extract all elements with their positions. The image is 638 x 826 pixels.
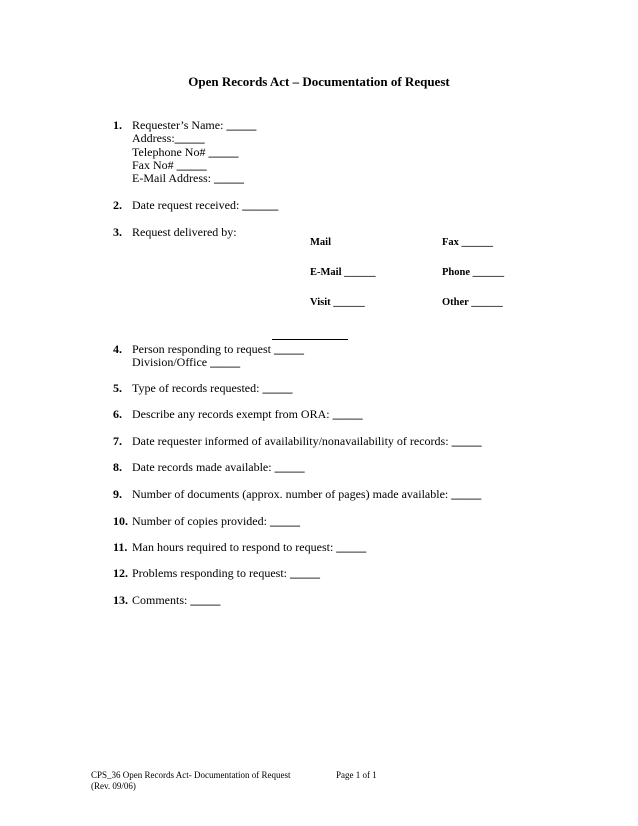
fax-row[interactable]: Fax No# _____ bbox=[132, 157, 207, 172]
delivery-other[interactable]: Other ______ bbox=[442, 297, 503, 308]
signature-line bbox=[272, 339, 348, 340]
footer-revision: (Rev. 09/06) bbox=[91, 781, 136, 791]
delivery-phone[interactable]: Phone ______ bbox=[442, 267, 505, 278]
item-number: 2. bbox=[113, 198, 122, 212]
delivery-fax[interactable]: Fax ______ bbox=[442, 237, 494, 248]
email-row[interactable]: E-Mail Address: _____ bbox=[132, 171, 244, 186]
item-number: 7. bbox=[113, 434, 122, 448]
item-number: 10. bbox=[113, 514, 128, 528]
item-number: 8. bbox=[113, 460, 122, 474]
item-number: 6. bbox=[113, 407, 122, 421]
requester-name-row[interactable]: Requester’s Name: _____ bbox=[132, 118, 257, 132]
division-office-row[interactable]: Division/Office _____ bbox=[132, 355, 241, 370]
telephone-row[interactable]: Telephone No# _____ bbox=[132, 144, 239, 159]
person-responding-row[interactable]: Person responding to request _____ bbox=[132, 342, 304, 356]
item-number: 1. bbox=[113, 118, 122, 132]
item-number: 12. bbox=[113, 566, 128, 580]
item-number: 13. bbox=[113, 593, 128, 607]
page-title: Open Records Act – Documentation of Request bbox=[188, 74, 450, 89]
delivery-mail[interactable]: Mail bbox=[310, 237, 331, 248]
item-number: 11. bbox=[113, 540, 128, 554]
item-number: 9. bbox=[113, 487, 122, 501]
delivery-email[interactable]: E-Mail ______ bbox=[310, 267, 376, 278]
item-number: 5. bbox=[113, 381, 122, 395]
footer-page-number: Page 1 of 1 bbox=[336, 770, 377, 780]
item-label: Request delivered by: bbox=[132, 225, 237, 239]
address-row[interactable]: Address:_____ bbox=[132, 131, 205, 146]
footer-doc-title: CPS_36 Open Records Act- Documentation of Request bbox=[91, 770, 291, 780]
delivery-visit[interactable]: Visit ______ bbox=[310, 297, 365, 308]
item-number: 3. bbox=[113, 225, 122, 239]
item-number: 4. bbox=[113, 342, 122, 356]
